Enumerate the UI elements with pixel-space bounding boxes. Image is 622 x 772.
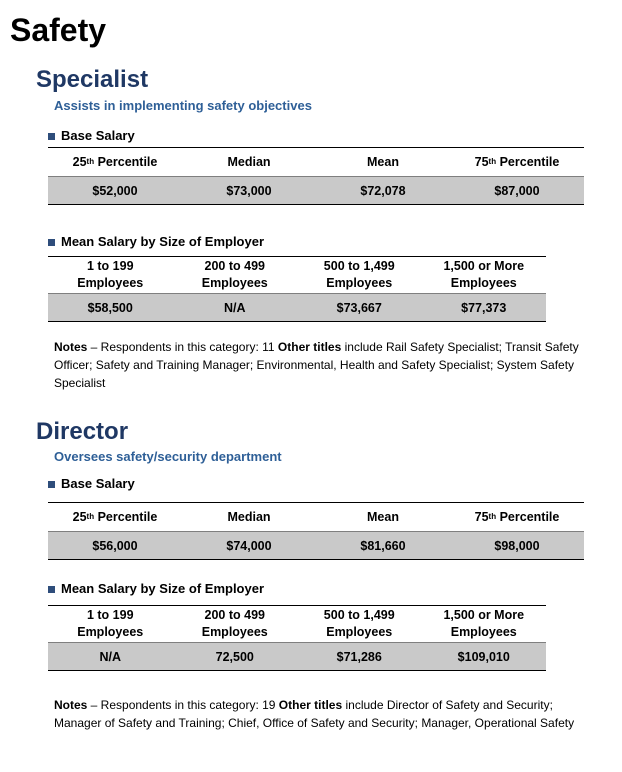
table-header-row <box>48 257 546 293</box>
col-header: 1,500 or More Employees <box>443 608 525 639</box>
col-header: 1 to 199 Employees <box>77 608 144 639</box>
base-salary-table <box>48 147 584 205</box>
table-cell: $73,000 <box>226 183 272 198</box>
col-header: 500 to 1,499 Employees <box>323 259 395 290</box>
table-cell: $72,078 <box>360 183 406 198</box>
table-row <box>48 642 546 670</box>
table-cell: $81,660 <box>360 538 406 553</box>
table-cell: $73,667 <box>336 300 382 315</box>
base-salary-table <box>48 502 584 560</box>
table-header-row <box>48 148 584 176</box>
size-of-employer-heading: Mean Salary by Size of Employer <box>48 580 264 598</box>
size-of-employer-table <box>48 256 546 322</box>
col-header-25th-percentile: 25 th Percentile <box>72 155 158 169</box>
table-cell: $74,000 <box>226 538 272 553</box>
role-title-director: Director <box>36 418 129 445</box>
size-of-employer-heading: Mean Salary by Size of Employer <box>48 233 264 251</box>
role-description-director: Oversees safety/security department <box>54 449 282 464</box>
table-cell: $98,000 <box>494 538 540 553</box>
size-of-employer-table <box>48 605 546 671</box>
table-row <box>48 293 546 321</box>
table-row <box>48 176 584 204</box>
square-bullet-icon <box>48 239 55 246</box>
table-cell: $109,010 <box>457 649 510 664</box>
table-cell: 72,500 <box>215 649 254 664</box>
col-header-25th-percentile: 25 th Percentile <box>72 510 158 524</box>
col-header: 200 to 499 Employees <box>201 608 268 639</box>
col-header-75th-percentile: 75 th Percentile <box>474 510 560 524</box>
page-title: Safety <box>10 12 107 48</box>
table-cell: $71,286 <box>336 649 382 664</box>
table-row <box>48 531 584 559</box>
col-header-mean: Mean <box>367 510 399 524</box>
col-header: 1 to 199 Employees <box>77 259 144 290</box>
table-header-row <box>48 503 584 531</box>
table-cell: $87,000 <box>494 183 540 198</box>
notes-specialist: Notes – Respondents in this category: 11 Other titles include Rail Safety Specialist; Transit Safety Officer; Safety and Training Manager; Environmental, Health and Safety Specialist; System Safety Specialist <box>54 340 579 390</box>
col-header-75th-percentile: 75 th Percentile <box>474 155 560 169</box>
square-bullet-icon <box>48 133 55 140</box>
col-header: 1,500 or More Employees <box>443 259 525 290</box>
role-title-specialist: Specialist <box>36 66 149 93</box>
table-cell: $52,000 <box>92 183 138 198</box>
notes-director: Notes – Respondents in this category: 19 Other titles include Director of Safety and Security; Manager of Safety and Training; Chief, Office of Safety and Security; Manager, Operational Safety <box>54 698 575 730</box>
col-header: 200 to 499 Employees <box>201 259 268 290</box>
table-cell: $77,373 <box>461 300 507 315</box>
base-salary-heading: Base Salary <box>48 127 135 145</box>
table-header-row <box>48 606 546 642</box>
table-cell: N/A <box>99 649 122 664</box>
col-header-median: Median <box>227 510 271 524</box>
square-bullet-icon <box>48 481 55 488</box>
table-cell: N/A <box>223 300 246 315</box>
base-salary-heading: Base Salary <box>48 475 135 493</box>
col-header-mean: Mean <box>367 155 399 169</box>
col-header-median: Median <box>227 155 271 169</box>
square-bullet-icon <box>48 586 55 593</box>
role-description-specialist: Assists in implementing safety objectives <box>54 98 312 113</box>
table-cell: $56,000 <box>92 538 138 553</box>
col-header: 500 to 1,499 Employees <box>323 608 395 639</box>
table-cell: $58,500 <box>87 300 133 315</box>
